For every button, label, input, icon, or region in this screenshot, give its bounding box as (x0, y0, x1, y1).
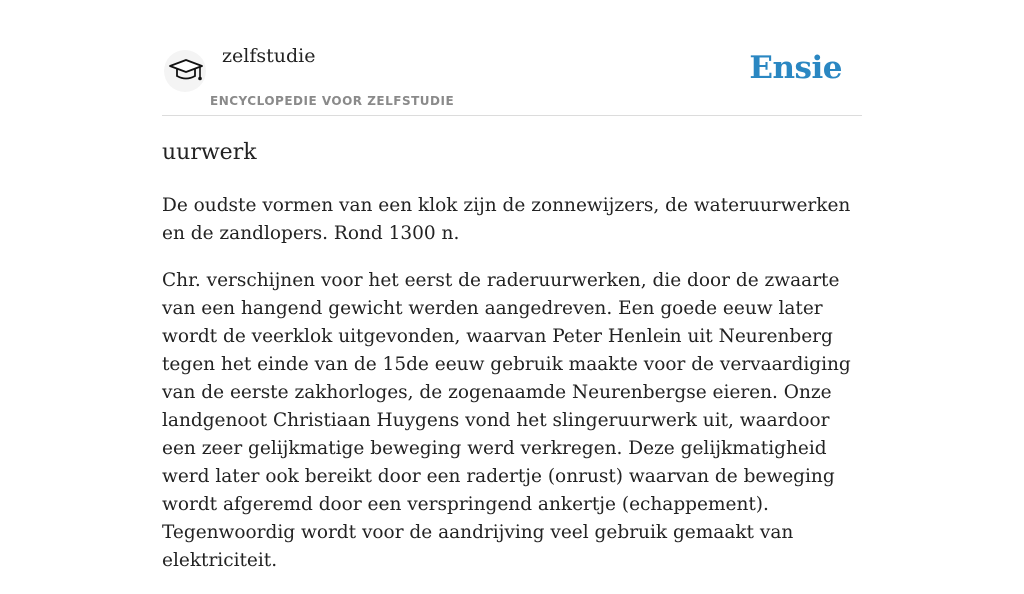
article-body (162, 192, 862, 594)
graduation-cap-graphic (167, 55, 205, 87)
article-title: uurwerk (162, 140, 257, 165)
site-header (162, 0, 862, 116)
site-name[interactable]: zelfstudie (222, 45, 316, 67)
site-tagline: ENCYCLOPEDIE VOOR ZELFSTUDIE (210, 94, 455, 108)
article-paragraph: Chr. verschijnen voor het eerst de raderuurwerken, die door de zwaarte van een hangend gewicht werden aangedreven. Een goede eeuw later wordt de veerklok uitgevonden, waarvan Peter Henlein uit Neurenberg tegen het einde van de 15de eeuw gebruik maakte voor de vervaardiging van de eerste zakhorloges, de zogenaamde Neurenbergse eieren. Onze landgenoot Christiaan Huygens vond het slingeruurwerk uit, waardoor een zeer gelijkmatige beweging werd verkregen. Deze gelijkmatigheid werd later ook bereikt door een radertje (onrust) waarvan de beweging wordt afgeremd door een verspringend ankertje (echappement). Tegenwoordig wordt voor de aandrijving veel gebruik gemaakt van elektriciteit. (162, 270, 851, 571)
page (162, 0, 862, 571)
graduation-cap-icon[interactable] (164, 50, 206, 92)
ensie-brand-link[interactable]: Ensie (749, 50, 842, 86)
article-paragraph: De oudste vormen van een klok zijn de zonnewijzers, de wateruurwerken en de zandlopers. Rond 1300 n. (162, 195, 851, 244)
